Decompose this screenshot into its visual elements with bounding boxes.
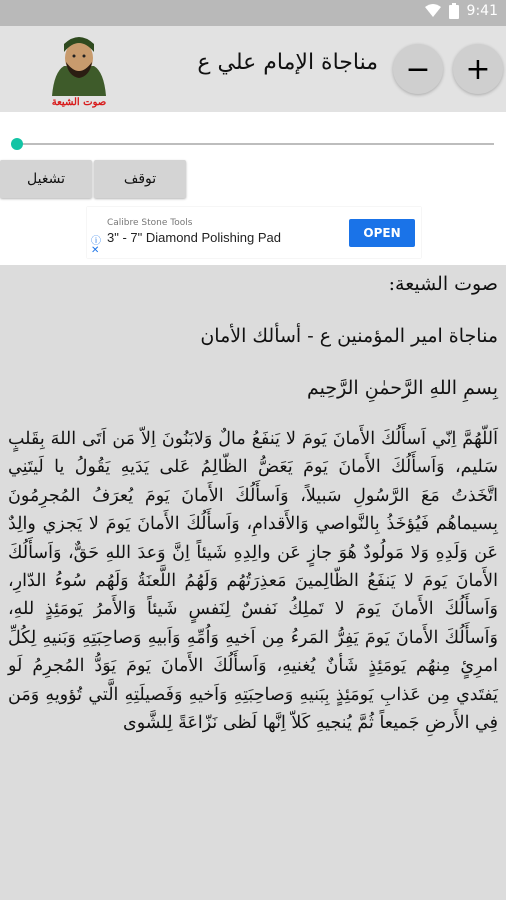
seek-bar[interactable] (0, 130, 506, 156)
app-bar (0, 26, 506, 112)
page-title: مناجاة الإمام علي ع (197, 50, 378, 75)
basmala: بِسمِ اللهِ الرَّحمٰنِ الرَّحِيم (307, 377, 498, 399)
logo-text: صوت الشيعة (51, 97, 107, 108)
source-label: صوت الشيعة: (388, 273, 498, 295)
info-icon[interactable]: ⓘ (91, 236, 101, 247)
ad-open-button[interactable]: OPEN (349, 219, 415, 247)
ad-advertiser: Calibre Stone Tools (107, 218, 193, 228)
zoom-out-button[interactable]: − (393, 44, 443, 94)
status-bar (0, 0, 506, 26)
status-icons (425, 3, 498, 19)
seek-track (12, 143, 494, 145)
close-icon[interactable]: ✕ (91, 245, 100, 256)
stop-button[interactable]: توقف (94, 160, 186, 198)
prayer-body: اَللّهُمَّ اِنّي اَسأَلُكَ الأَمانَ يَومَ لا يَنفَعُ مالٌ وَلابَنُونَ اِلاّ مَن اَتَى اللهَ بِقَلبٍ سَليم، وَاَسأَلُكَ الأَمانَ يَومَ يَعَضُّ الظّالِمُ عَلى يَدَيهِ يَقُولُ يا لَيتَنِي اتَّخَذتُ مَعَ الرَّسُولِ سَبيلاً، وَاَسأَلُكَ الأَمانَ يَومَ يُعرَفُ المُجرِمُونَ بِسيماهُم فَيُؤخَذُ بِالنَّواصي وَالأَقدامِ، وَاَسأَلُكَ الأَمانَ يَومَ لا يَجزي والِدٌ عَن وَلَدِهِ وَلا مَولُودٌ هُوَ جازٍ عَن والِدِهِ شَيئاً اِنَّ وَعدَ اللهِ حَقٌّ، وَاَسأَلُكَ الأَمانَ يَومَ لا يَنفَعُ الظّالِمينَ مَعذِرَتُهُم وَلَهُمُ اللَّعنَةُ وَلَهُم سُوءُ الدّارِ، وَاَسأَلُكَ الأَمانَ يَومَ لا تَملِكُ نَفسٌ لِنَفسٍ شَيئاً وَالأَمرُ يَومَئِذٍ للهِ، وَاَسأَلُكَ الأَمانَ يَومَ يَفِرُّ المَرءُ مِن اَخيهِ وَاُمِّهِ وَاَبيهِ وَصاحِبَتِهِ وَبَنيهِ لِكُلِّ امرِئٍ مِنهُم يَومَئِذٍ شَأنٌ يُغنيهِ، وَاَسأَلُكَ الأَمانَ يَومَ يَوَدُّ المُجرِمُ لَو يَفتَدي مِن عَذابِ يَومَئِذٍ بِبَنيهِ وَصاحِبَتِهِ وَاَخيهِ وَفَصيلَتِهِ الَّتي تُؤويهِ وَمَن فِي الأَرضِ جَميعاً ثُمَّ يُنجيهِ كَلاّ اِنَّها لَظى نَزّاعَةً لِلشَّوى (8, 429, 498, 734)
app-logo (42, 32, 116, 108)
battery-icon (449, 3, 459, 19)
ad-headline: 3" - 7" Diamond Polishing Pad (107, 230, 281, 245)
status-time: 9:41 (466, 3, 498, 19)
zoom-in-button[interactable]: + (453, 44, 503, 94)
ad-banner[interactable] (87, 207, 421, 258)
wifi-icon (425, 4, 441, 18)
prayer-heading: مناجاة امير المؤمنين ع - أسألك الأمان (200, 325, 498, 347)
seek-thumb[interactable] (11, 138, 23, 150)
play-button[interactable]: تشغيل (0, 160, 92, 198)
text-content[interactable] (0, 265, 506, 900)
portrait-icon (42, 32, 116, 96)
